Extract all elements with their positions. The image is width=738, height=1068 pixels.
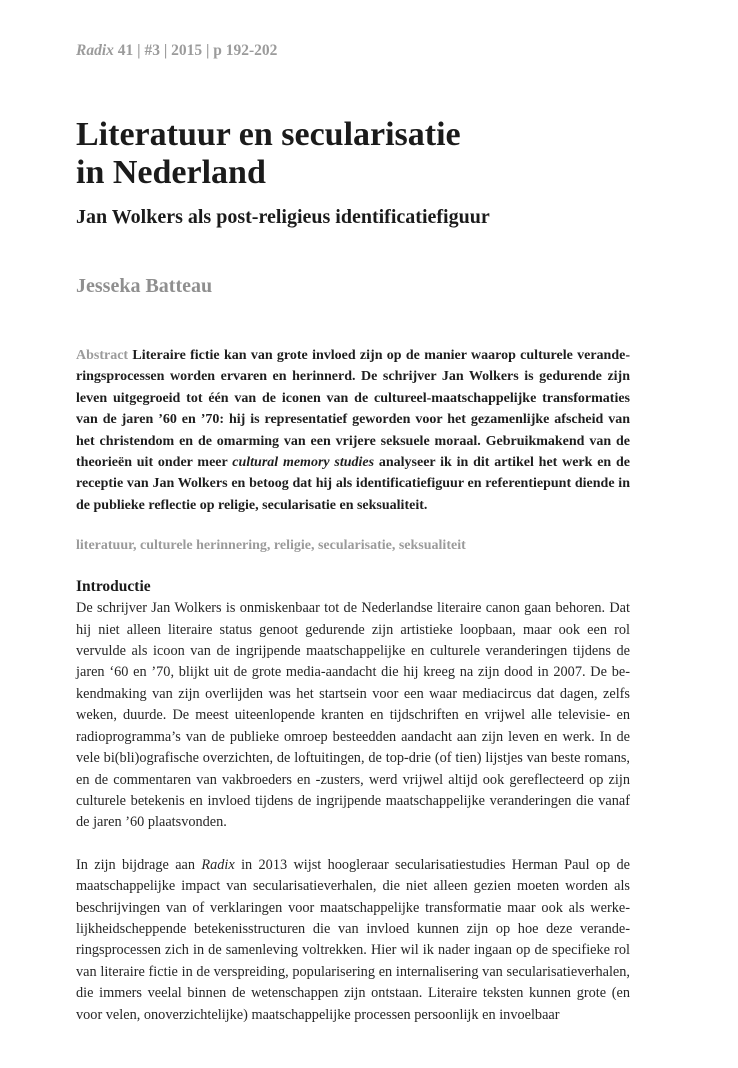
keywords: literatuur, culturele herinnering, religie, secularisatie, seksualiteit	[76, 538, 466, 554]
running-head	[76, 41, 630, 61]
body-paragraph-2	[76, 855, 630, 1026]
abstract-text-2: analyseer ik in dit artikel het werk en de receptie van Jan Wolkers en betoog dat hij als identificatiefiguur en referentiepunt diende in de publieke reflectie op religie, secularisatie en seksualiteit.	[76, 455, 631, 513]
abstract	[76, 345, 630, 516]
abstract-label: Abstract	[76, 348, 129, 363]
journal-name: Radix	[76, 42, 114, 59]
body-paragraph-1: De schrijver Jan Wolkers is onmiskenbaar tot de Nederlandse literaire canon gaan behoren. Dat hij niet alleen literaire status genoot gedurende zijn artistieke loopbaan, maar ook een rol vervulde als icoon van de ingrijpende maatschappelijke en culturele veranderingen tijdens de jaren ‘60 en ’70, blijkt uit de grote media-aandacht die hij kreeg na zijn dood in 2007. De bekendmaking van zijn overlijden was het startsein voor een waar mediacircus dat dagen, zelfs weken, duurde. De meest uiteenlopende kranten en tijdschriften en vrijwel alle televisie- en radioprogramma’s van de publieke omroep besteedden aandacht aan zijn leven en werk. In de vele bi(bli)ografische overzichten, de loftuitingen, de top-drie (of tien) lijstjes van beste romans, en de commentaren van vakbroeders en -zusters, werd vrijwel altijd ook gereflecteerd op zijn culturele betekenis en invloed tijdens de ingrijpende maatschappelijke veranderingen die vanaf de jaren ’60 plaatsvonden.	[76, 600, 630, 831]
article-subtitle: Jan Wolkers als post-religieus identificatiefiguur	[76, 206, 490, 228]
abstract-emphasis: cultural memory studies	[232, 455, 375, 471]
abstract-text-1: Literaire fictie kan van grote invloed zijn op de manier waarop culturele veranderingsprocessen worden ervaren en herinnerd. De schrijver Jan Wolkers is gedurende zijn leven uitgegroeid tot één van de iconen van de cultureel-maatschappelijke transformaties van de jaren ’60 en ’70: hij is representatief geworden voor het gezamenlijke afscheid van het christendom en de omarming van een vrijere seksuele moraal. Gebruikmakend van de theorieën uit onder meer	[76, 348, 630, 471]
title-line-2: in Nederland	[76, 154, 266, 191]
journal-reference: Radix	[201, 856, 235, 873]
author-name: Jesseka Batteau	[76, 275, 213, 297]
article-title	[76, 116, 630, 192]
citation-info: 41 | #3 | 2015 | p 192-202	[113, 42, 278, 59]
paragraph-2-text-2: in 2013 wijst hoogleraar secularisatiestudies Herman Paul op de maatschappelijke impact van secularisatieverhalen, die niet alleen gezien moeten worden als beschrijvingen van of verklaringen voor maatschappelijke transformatie maar ook als werkelijkheidscheppende betekenisstructuren die van invloed kunnen zijn op hoe deze veranderingsprocessen zich in de samenleving voltrekken. Hier wil ik nader ingaan op de specifieke rol van literaire fictie in de verspreiding, popularisering en internalisering van secularisatieverhalen, die immers veelal binnen de wetenschappen zijn ontstaan. Literaire teksten kunnen grote (en voor velen, onoverzichtelijke) maatschappelijke processen persoonlijk en invoelbaar	[76, 856, 631, 1023]
title-line-1: Literatuur en secularisatie	[76, 116, 461, 153]
paragraph-2-text-1: In zijn bijdrage aan	[76, 856, 202, 873]
section-heading: Introductie	[76, 578, 151, 596]
